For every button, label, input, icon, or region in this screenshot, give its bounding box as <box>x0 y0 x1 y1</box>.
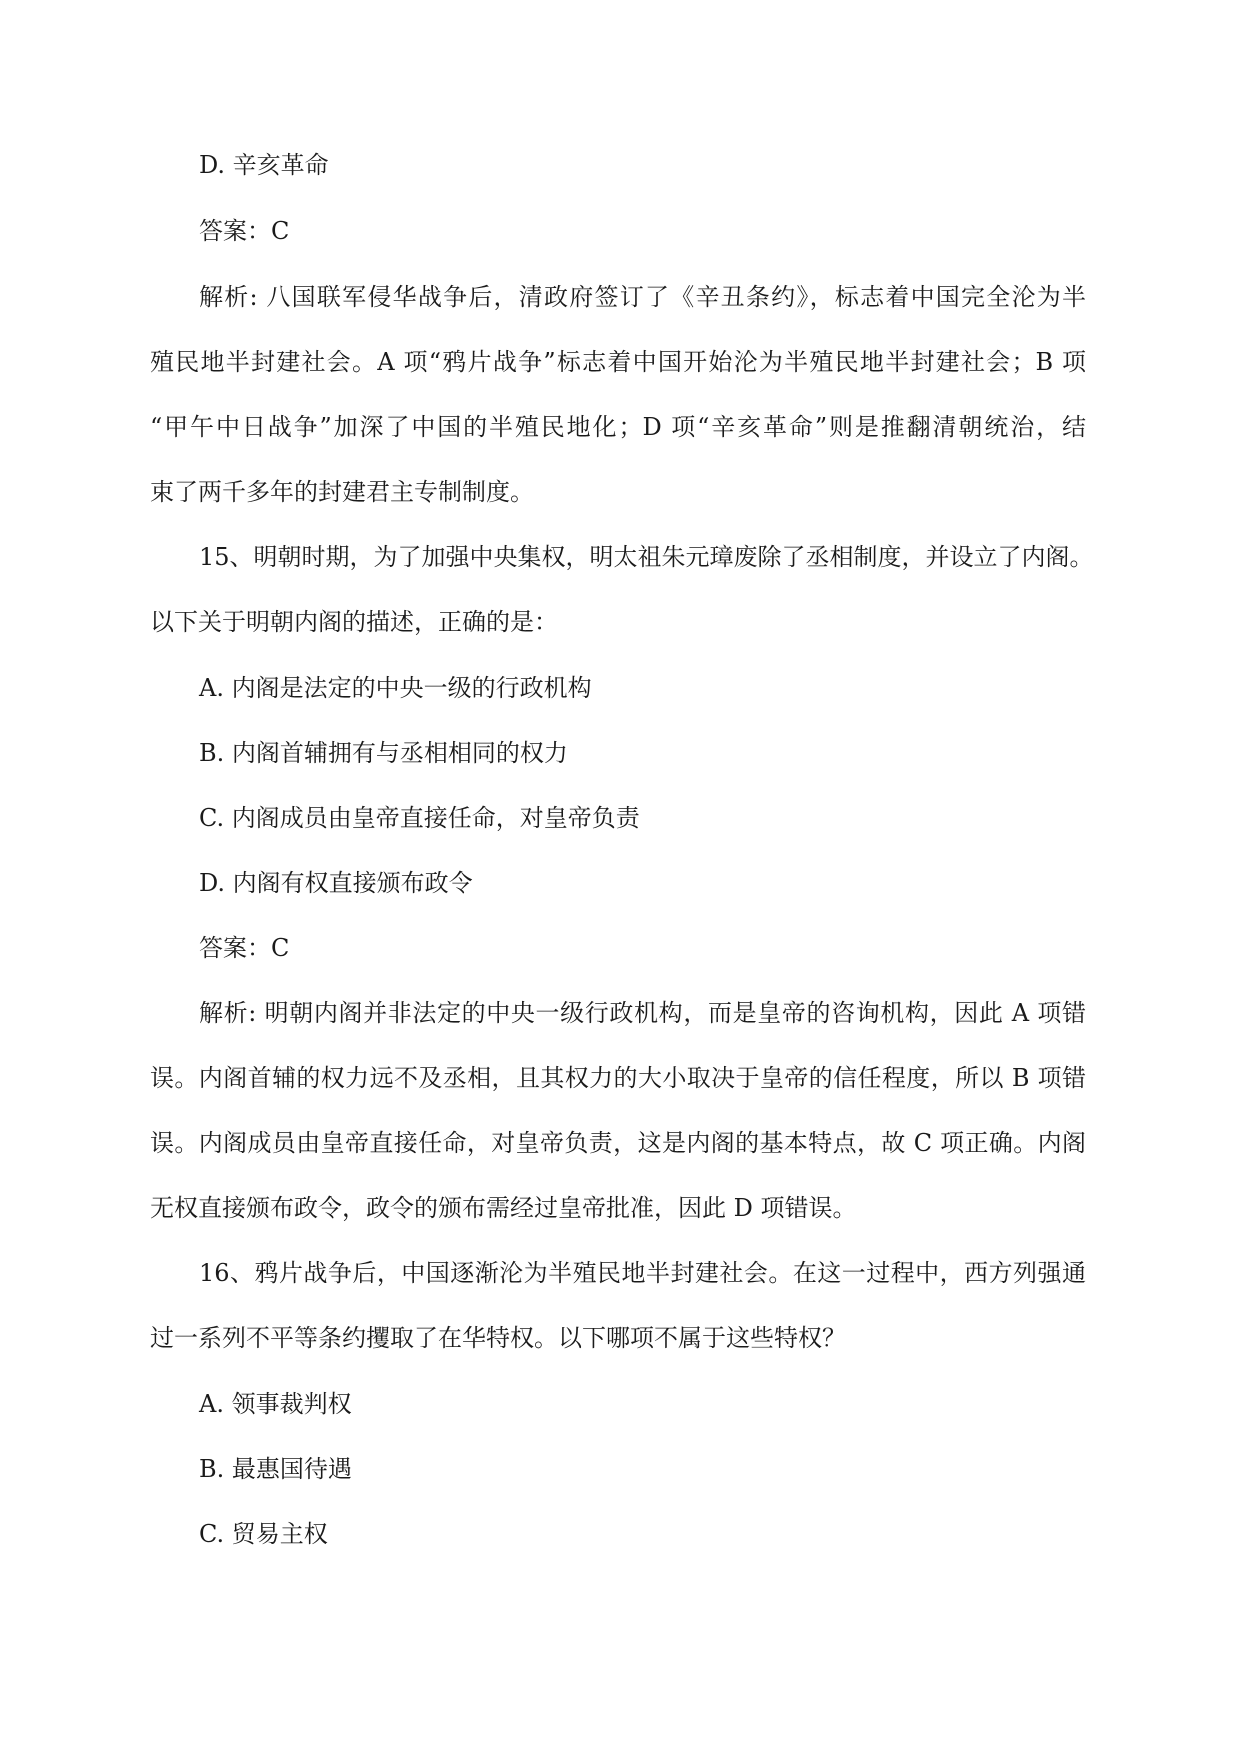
q16-option-a: A. 领事裁判权 <box>199 1390 352 1418</box>
q15-option-c: C. 内阁成员由皇帝直接任命，对皇帝负责 <box>199 804 640 832</box>
q14-answer: 答案：C <box>199 217 290 245</box>
q15-analysis-line-2: 误。内阁首辅的权力远不及丞相，且其权力的大小取决于皇帝的信任程度，所以 B 项错 <box>150 1064 1086 1092</box>
q16-question-line-2: 过一系列不平等条约攫取了在华特权。以下哪项不属于这些特权？ <box>150 1324 846 1352</box>
q15-analysis-line-3: 误。内阁成员由皇帝直接任命，对皇帝负责，这是内阁的基本特点，故 C 项正确。内阁 <box>150 1129 1086 1157</box>
q16-option-b: B. 最惠国待遇 <box>199 1455 352 1483</box>
q15-answer: 答案：C <box>199 934 290 962</box>
q16-question-line-1: 16、鸦片战争后，中国逐渐沦为半殖民地半封建社会。在这一过程中，西方列强通 <box>199 1259 1086 1287</box>
q14-option-d: D. 辛亥革命 <box>199 151 329 179</box>
q16-option-c: C. 贸易主权 <box>199 1520 328 1548</box>
q15-question-line-1: 15、明朝时期，为了加强中央集权，明太祖朱元璋废除了丞相制度，并设立了内阁。 <box>199 543 1094 571</box>
q15-analysis-line-1: 解析: 明朝内阁并非法定的中央一级行政机构，而是皇帝的咨询机构，因此 A 项错 <box>199 999 1086 1027</box>
q15-analysis-line-4: 无权直接颁布政令，政令的颁布需经过皇帝批准，因此 D 项错误。 <box>150 1194 857 1222</box>
q14-analysis-line-2: 殖民地半封建社会。A 项“鸦片战争”标志着中国开始沦为半殖民地半封建社会；B 项 <box>150 348 1086 376</box>
q15-option-b: B. 内阁首辅拥有与丞相相同的权力 <box>199 739 568 767</box>
q15-option-a: A. 内阁是法定的中央一级的行政机构 <box>199 674 592 702</box>
q15-question-line-2: 以下关于明朝内阁的描述，正确的是： <box>150 608 558 636</box>
q14-analysis-line-4: 束了两千多年的封建君主专制制度。 <box>150 478 534 506</box>
q14-analysis-line-1: 解析: 八国联军侵华战争后，清政府签订了《辛丑条约》，标志着中国完全沦为半 <box>199 283 1086 311</box>
q14-analysis-line-3: “甲午中日战争”加深了中国的半殖民地化；D 项“辛亥革命”则是推翻清朝统治，结 <box>150 413 1086 441</box>
q15-option-d: D. 内阁有权直接颁布政令 <box>199 869 473 897</box>
